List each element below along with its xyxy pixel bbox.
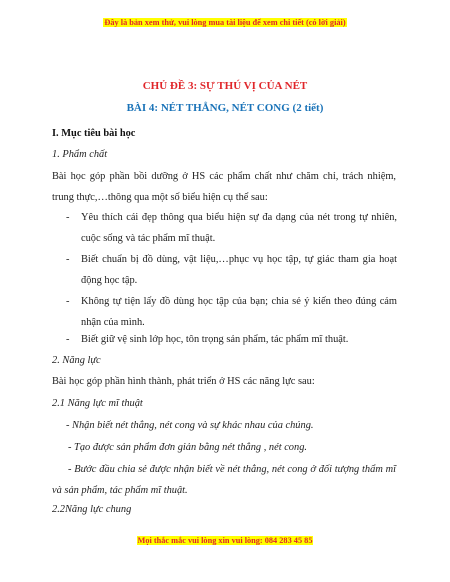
qualities-intro: Bài học góp phần bồi dưỡng ở HS các phẩm chất như chăm chỉ, trách nhiệm, trung thực,…thông qua một số biểu hiện cụ thể sau:	[52, 171, 396, 203]
topic-title: CHỦ ĐỀ 3: SỰ THÚ VỊ CỦA NÉT	[142, 80, 308, 92]
quality-bullet: Yêu thích cái đẹp thông qua biểu hiện sự đa dạng của nét trong tự nhiên, cuộc sống và tác phẩm mĩ thuật.	[81, 212, 397, 244]
art-competency-item: - Bước đầu chia sẻ được nhận biết về nét thẳng, nét cong ở đối tượng thẩm mĩ và sản phẩm, tác phẩm mĩ thuật.	[52, 464, 396, 496]
competencies-intro: Bài học góp phần hình thành, phát triển ở HS các năng lực sau:	[52, 376, 315, 387]
section-heading-objectives: I. Mục tiêu bài học	[52, 128, 136, 139]
art-competency-item: - Nhận biết nét thẳng, nét cong và sự khác nhau của chúng.	[66, 420, 314, 431]
preview-notice-banner	[0, 18, 450, 27]
quality-bullet: Biết giữ vệ sinh lớp học, tôn trọng sản phẩm, tác phẩm mĩ thuật.	[81, 334, 349, 345]
subheading-qualities: 1. Phẩm chất	[52, 149, 108, 160]
preview-notice-text: Đây là bản xem thử, vui lòng mua tài liệu để xem chi tiết (có lời giải)	[104, 18, 346, 27]
contact-banner	[0, 536, 450, 545]
subheading-competencies: 2. Năng lực	[52, 355, 101, 366]
bullet-dash: -	[66, 254, 70, 265]
bullet-dash: -	[66, 334, 70, 345]
subheading-art-competency: 2.1 Năng lực mĩ thuật	[52, 398, 143, 409]
art-competency-item: - Tạo được sản phẩm đơn giản bằng nét thẳng , nét cong.	[68, 442, 307, 453]
contact-text: Mọi thắc mắc vui lòng xin vui lòng: 084 283 45 85	[137, 536, 313, 545]
quality-bullet: Không tự tiện lấy đồ dùng học tập của bạn; chia sẻ ý kiến theo đúng cảm nhận của mình.	[81, 296, 397, 328]
quality-bullet: Biết chuẩn bị đồ dùng, vật liệu,…phục vụ học tập, tự giác tham gia hoạt động học tập.	[81, 254, 397, 286]
lesson-title: BÀI 4: NÉT THẲNG, NÉT CONG (2 tiết)	[126, 102, 324, 114]
bullet-dash: -	[66, 212, 70, 223]
bullet-dash: -	[66, 296, 70, 307]
subheading-general-competency: 2.2Năng lực chung	[52, 504, 132, 515]
